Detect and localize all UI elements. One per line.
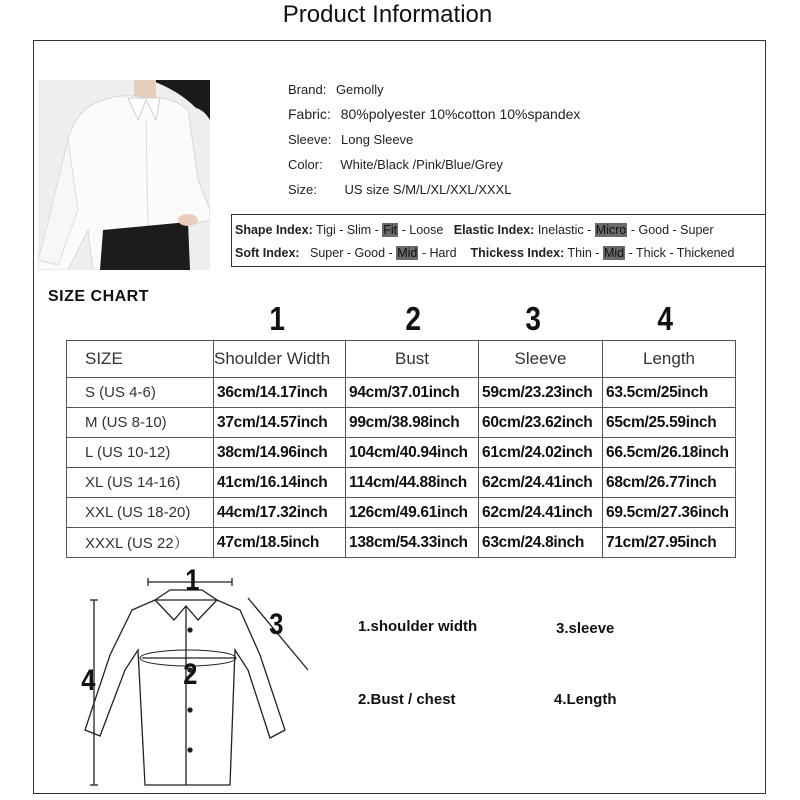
soft-option: Good (354, 246, 386, 260)
cell-length: 63.5cm/25inch (603, 378, 736, 408)
cell-sleeve: 59cm/23.23inch (479, 378, 603, 408)
table-row (67, 408, 736, 438)
legend-sleeve: 3.sleeve (556, 620, 615, 637)
cell-size: XL (US 14-16) (67, 468, 214, 498)
product-photo (38, 80, 210, 270)
size-line (288, 182, 511, 198)
page-title: Product Information (282, 1, 493, 28)
diagram-number-4: 4 (81, 664, 96, 697)
thickness-index-options: Thin - Mid - Thick - Thickened (567, 246, 735, 260)
fabric-index-box (231, 214, 766, 267)
cell-bust: 94cm/37.01inch (346, 378, 479, 408)
thickness-index-label: Thickess Index: (470, 246, 565, 260)
diagram-number-2: 2 (183, 658, 198, 691)
shape-index-options: Tigi - Slim - Fit - Loose (316, 223, 444, 237)
index-line-2 (235, 246, 734, 260)
elastic-index-label: Elastic Index: (453, 223, 535, 237)
shape-index-label: Shape Index: (235, 223, 313, 237)
thickness-option: Thickened (676, 246, 735, 260)
table-row (67, 498, 736, 528)
diagram-number-3: 3 (269, 608, 284, 641)
cell-shoulder-width: 41cm/16.14inch (214, 468, 346, 498)
color-value: White/Black /Pink/Blue/Grey (340, 157, 503, 172)
header-bust: Bust (346, 341, 479, 378)
cell-shoulder-width: 38cm/14.96inch (214, 438, 346, 468)
size-value: US size S/M/L/XL/XXL/XXXL (344, 182, 512, 197)
index-line-1 (235, 223, 714, 237)
soft-index-options: Super - Good - Mid - Hard (310, 246, 457, 260)
cell-bust: 138cm/54.33inch (346, 528, 479, 558)
size-table-header (67, 341, 736, 378)
size-label: Size: (288, 182, 317, 197)
cell-shoulder-width: 44cm/17.32inch (214, 498, 346, 528)
table-row (67, 468, 736, 498)
legend-length: 4.Length (554, 691, 617, 708)
brand-line (288, 82, 384, 98)
fabric-line (288, 106, 580, 122)
cell-length: 65cm/25.59inch (603, 408, 736, 438)
cell-sleeve: 61cm/24.02inch (479, 438, 603, 468)
column-number-4: 4 (657, 300, 673, 337)
shape-option: Tigi (316, 223, 336, 237)
elastic-option: Micro (595, 223, 627, 237)
legend-shoulder-width: 1.shoulder width (358, 618, 478, 635)
cell-size: L (US 10-12) (67, 438, 214, 468)
cell-sleeve: 63cm/24.8inch (479, 528, 603, 558)
cell-length: 69.5cm/27.36inch (603, 498, 736, 528)
cell-size: XXXL (US 22） (67, 528, 214, 558)
thickness-option: Thin (567, 246, 592, 260)
legend-bust: 2.Bust / chest (358, 691, 456, 708)
header-sleeve: Sleeve (479, 341, 603, 378)
elastic-index-options: Inelastic - Micro - Good - Super (537, 223, 714, 237)
column-number-2: 2 (405, 300, 421, 337)
cell-bust: 104cm/40.94inch (346, 438, 479, 468)
header-shoulder-width: Shoulder Width (214, 341, 346, 378)
table-row (67, 528, 736, 558)
cell-size: S (US 4-6) (67, 378, 214, 408)
cell-sleeve: 60cm/23.62inch (479, 408, 603, 438)
cell-length: 71cm/27.95inch (603, 528, 736, 558)
cell-bust: 126cm/49.61inch (346, 498, 479, 528)
cell-size: XXL (US 18-20) (67, 498, 214, 528)
cell-bust: 99cm/38.98inch (346, 408, 479, 438)
size-table (66, 340, 736, 558)
cell-size: M (US 8-10) (67, 408, 214, 438)
fabric-value: 80%polyester 10%cotton 10%spandex (340, 106, 581, 122)
sleeve-label: Sleeve: (288, 132, 332, 147)
color-label: Color: (288, 157, 323, 172)
elastic-option: Good (638, 223, 670, 237)
cell-length: 68cm/26.77inch (603, 468, 736, 498)
header-size: SIZE (67, 341, 214, 378)
elastic-option: Inelastic (537, 223, 584, 237)
header-length: Length (603, 341, 736, 378)
diagram-number-1: 1 (185, 564, 200, 597)
cell-shoulder-width: 47cm/18.5inch (214, 528, 346, 558)
table-row (67, 378, 736, 408)
cell-length: 66.5cm/26.18inch (603, 438, 736, 468)
shape-option: Loose (409, 223, 444, 237)
thickness-option: Thick (635, 246, 666, 260)
cell-sleeve: 62cm/24.41inch (479, 498, 603, 528)
column-number-3: 3 (525, 300, 541, 337)
column-number-1: 1 (269, 300, 285, 337)
color-line (288, 157, 503, 173)
soft-option: Hard (429, 246, 457, 260)
fabric-label: Fabric: (288, 106, 331, 122)
cell-shoulder-width: 36cm/14.17inch (214, 378, 346, 408)
soft-index-label: Soft Index: (235, 246, 300, 260)
brand-label: Brand: (288, 82, 327, 97)
thickness-option: Mid (603, 246, 625, 260)
shape-option: Fit (383, 223, 398, 237)
table-row (67, 438, 736, 468)
soft-option: Mid (397, 246, 418, 260)
sleeve-value: Long Sleeve (341, 132, 414, 147)
cell-sleeve: 62cm/24.41inch (479, 468, 603, 498)
size-chart-label: SIZE CHART (48, 288, 149, 305)
cell-bust: 114cm/44.88inch (346, 468, 479, 498)
soft-option: Super (310, 246, 344, 260)
brand-value: Gemolly (335, 82, 384, 97)
cell-shoulder-width: 37cm/14.57inch (214, 408, 346, 438)
sleeve-line (288, 132, 413, 148)
shape-option: Slim (346, 223, 372, 237)
elastic-option: Super (680, 223, 714, 237)
